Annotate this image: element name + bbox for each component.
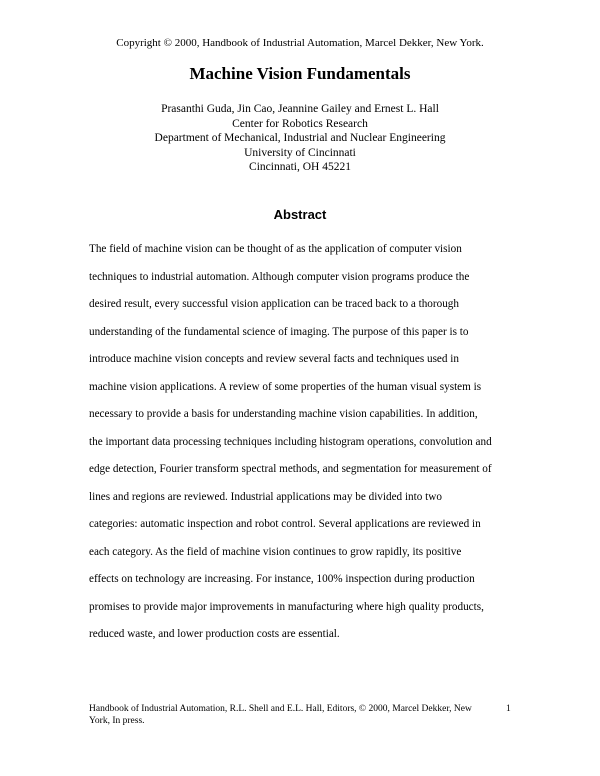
abstract-line: machine vision applications. A review of some properties of the human visual system is [89, 380, 482, 393]
abstract-line: each category. As the field of machine vision continues to grow rapidly, its positive [89, 545, 462, 558]
footer-line: York, In press. [89, 716, 145, 726]
abstract-line: necessary to provide a basis for understanding machine vision capabilities. In addition, [89, 408, 478, 420]
author-block [0, 102, 600, 175]
affiliation-line: Department of Mechanical, Industrial and Nuclear Engineering [154, 132, 446, 144]
abstract-body [89, 236, 514, 649]
abstract-line: introduce machine vision concepts and review several facts and techniques used in [89, 353, 459, 365]
abstract-line: reduced waste, and lower production costs are essential. [89, 628, 340, 640]
affiliation-line: University of Cincinnati [244, 146, 356, 159]
affiliation-line: Center for Robotics Research [232, 117, 368, 130]
abstract-line: techniques to industrial automation. Although computer vision programs produce the [89, 270, 470, 283]
abstract-line: desired result, every successful vision application can be traced back to a thorough [89, 298, 459, 310]
footer-line: Handbook of Industrial Automation, R.L. Shell and E.L. Hall, Editors, © 2000, Marcel Dekker, New [89, 704, 472, 714]
affiliation-line: Cincinnati, OH 45221 [249, 161, 351, 173]
abstract-line: categories: automatic inspection and robot control. Several applications are reviewed in [89, 518, 481, 530]
abstract-line: lines and regions are reviewed. Industrial applications may be divided into two [89, 490, 442, 503]
abstract-heading: Abstract [273, 207, 327, 222]
abstract-line: promises to provide major improvements in manufacturing where high quality products, [89, 600, 484, 613]
abstract-line: understanding of the fundamental science of imaging. The purpose of this paper is to [89, 325, 469, 338]
paper-title: Machine Vision Fundamentals [189, 64, 411, 83]
abstract-line: edge detection, Fourier transform spectral methods, and segmentation for measurement of [89, 463, 492, 475]
author-names: Prasanthi Guda, Jin Cao, Jeannine Gailey and Ernest L. Hall [161, 103, 439, 115]
abstract-line: effects on technology are increasing. For instance, 100% inspection during production [89, 573, 475, 585]
footer-citation [89, 703, 499, 727]
abstract-line: The field of machine vision can be thought of as the application of computer vision [89, 243, 462, 255]
copyright-notice: Copyright © 2000, Handbook of Industrial Automation, Marcel Dekker, New York. [116, 37, 484, 49]
abstract-line: the important data processing techniques including histogram operations, convolution and [89, 435, 492, 448]
page-number: 1 [506, 704, 511, 714]
